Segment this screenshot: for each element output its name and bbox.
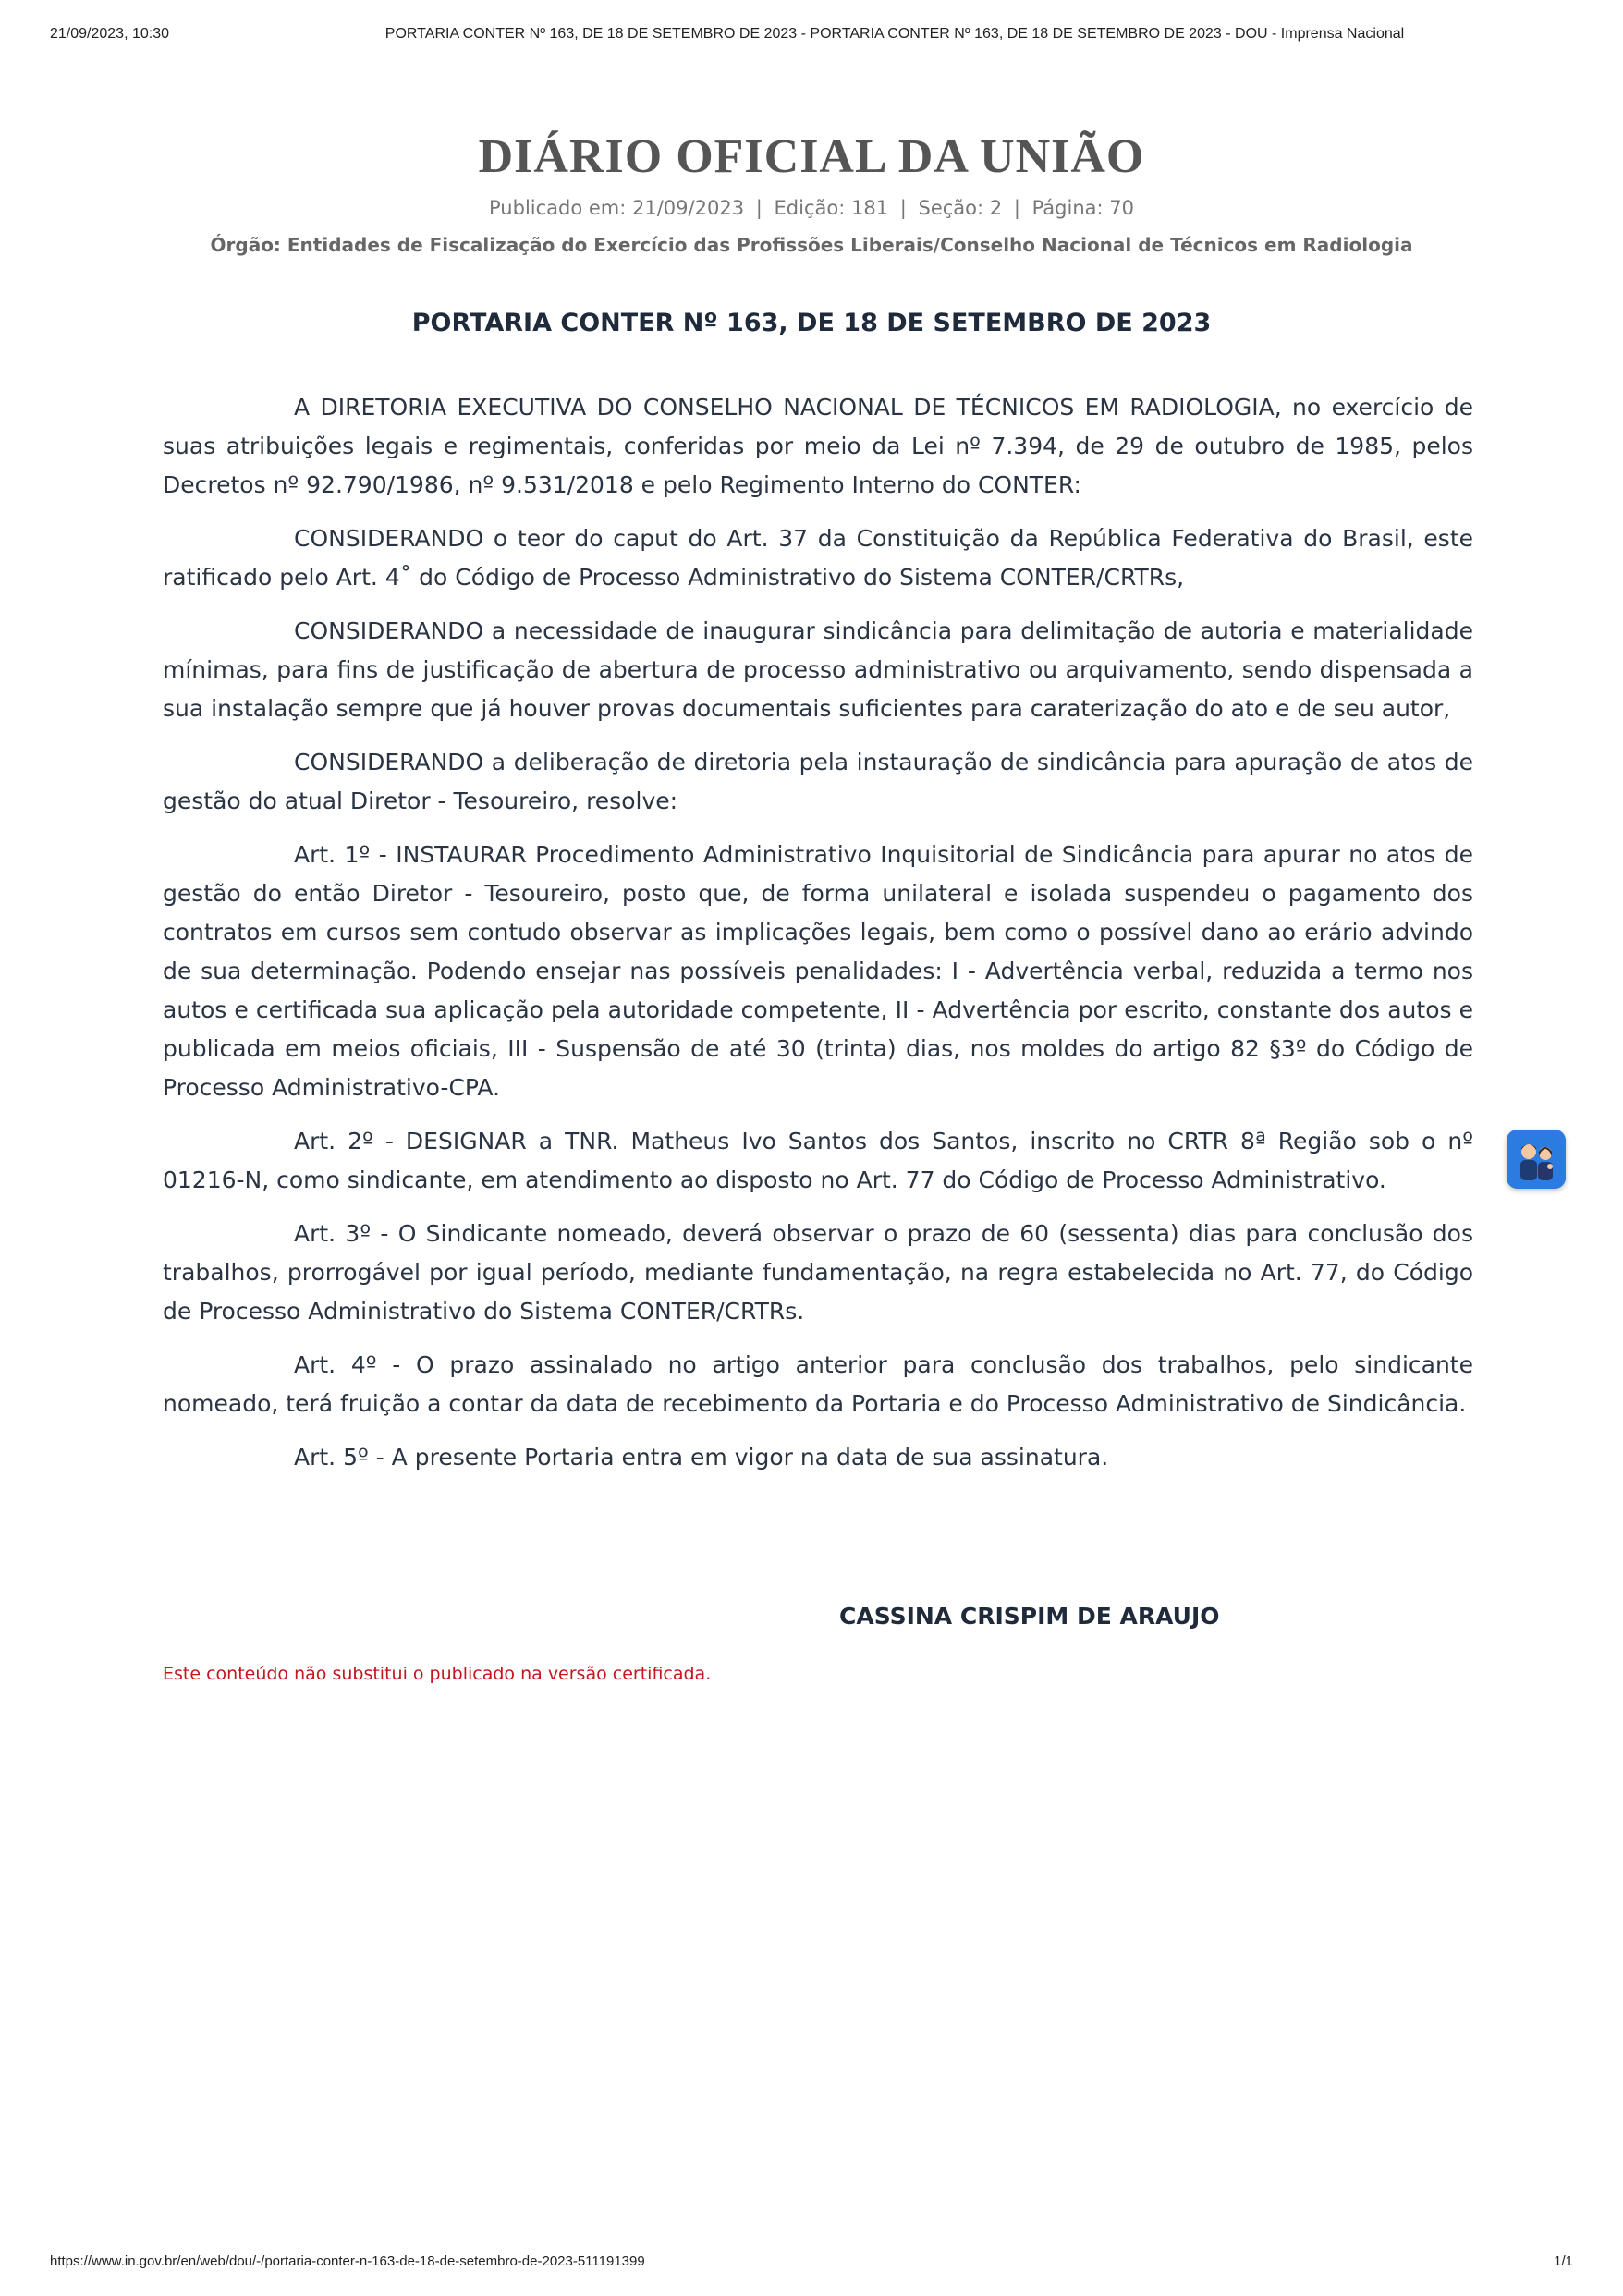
edition: Edição: 181 [774, 197, 889, 219]
orgao: Órgão: Entidades de Fiscalização do Exercício das Profissões Liberais/Conselho Nacional de Técnicos em Radiologia [210, 234, 1413, 256]
print-header [50, 26, 1573, 46]
article: Art. 3º - O Sindicante nomeado, deverá observar o prazo de 60 (sessenta) dias para conclusão dos trabalhos, prorrogável por igual período, mediante fundamentação, na regra estabelecida no Art. 77, do Código de Processo Administrativo do Sistema CONTER/CRTRs. [163, 1220, 1473, 1325]
signature: CASSINA CRISPIM DE ARAUJO [839, 1603, 1220, 1630]
masthead [0, 129, 1623, 259]
accessibility-widget-button[interactable] [1507, 1130, 1566, 1189]
accessibility-avatar-icon [1507, 1130, 1566, 1189]
meta-separator: | [755, 197, 763, 219]
article: Art. 1º - INSTAURAR Procedimento Administrativo Inquisitorial de Sindicância para apurar no atos de gestão do então Diretor - Tesoureiro, posto que, de forma unilateral e isolada suspendeu o pagamento dos contratos em cursos sem contudo observar as implicações legais, bem como o possível dano ao erário advindo de sua determinação. Podendo ensejar nas possíveis penalidades: I - Advertência verbal, reduzida a termo nos autos e certificada sua aplicação pela autoridade competente, II - Advertência por escrito, constante dos autos e publicada em meios oficiais, III - Suspensão de até 30 (trinta) dias, nos moldes do artigo 82 §3º do Código de Processo Administrativo-CPA. [163, 841, 1473, 1101]
meta-separator: | [899, 197, 907, 219]
print-datetime: 21/09/2023, 10:30 [50, 26, 170, 42]
article: Art. 2º - DESIGNAR a TNR. Matheus Ivo Santos dos Santos, inscrito no CRTR 8ª Região sob o nº 01216-N, como sindicante, em atendimento ao disposto no Art. 77 do Código de Processo Administrativo. [163, 1128, 1473, 1193]
document-body [163, 388, 1473, 1492]
paragraph: A DIRETORIA EXECUTIVA DO CONSELHO NACIONAL DE TÉCNICOS EM RADIOLOGIA, no exercício de suas atribuições legais e regimentais, conferidas por meio da Lei nº 7.394, de 29 de outubro de 1985, pelos Decretos nº 92.790/1986, nº 9.531/2018 e pelo Regimento Interno do CONTER: [163, 394, 1473, 498]
publication-meta [0, 194, 1623, 222]
page-count: 1/1 [1554, 2253, 1573, 2269]
paragraph: CONSIDERANDO a deliberação de diretoria pela instauração de sindicância para apuração de atos de gestão do atual Diretor - Tesoureiro, resolve: [163, 749, 1473, 814]
document-title: PORTARIA CONTER Nº 163, DE 18 DE SETEMBRO DE 2023 [411, 309, 1212, 337]
meta-separator: | [1013, 197, 1020, 219]
paragraph: CONSIDERANDO o teor do caput do Art. 37 da Constituição da República Federativa do Brasil, este ratificado pelo Art. 4˚ do Código de Processo Administrativo do Sistema CONTER/CRTRs, [163, 525, 1473, 591]
article: Art. 5º - A presente Portaria entra em vigor na data de sua assinatura. [294, 1444, 1109, 1471]
article: Art. 4º - O prazo assinalado no artigo anterior para conclusão dos trabalhos, pelo sindicante nomeado, terá fruição a contar da data de recebimento da Portaria e do Processo Administrativo de Sindicância. [163, 1351, 1473, 1417]
published-date: Publicado em: 21/09/2023 [489, 197, 745, 219]
print-page-title: PORTARIA CONTER Nº 163, DE 18 DE SETEMBRO DE 2023 - PORTARIA CONTER Nº 163, DE 18 DE SETEMBRO DE 2023 - DOU - Imprensa Nacional [384, 26, 1405, 42]
masthead-title: DIÁRIO OFICIAL DA UNIÃO [478, 130, 1145, 183]
page-number: Página: 70 [1031, 197, 1134, 219]
page-url: https://www.in.gov.br/en/web/dou/-/portaria-conter-n-163-de-18-de-setembro-de-2023-511191399 [50, 2253, 645, 2269]
section: Seção: 2 [918, 197, 1003, 219]
disclaimer: Este conteúdo não substitui o publicado na versão certificada. [163, 1664, 712, 1684]
print-footer [50, 2253, 1573, 2274]
paragraph: CONSIDERANDO a necessidade de inaugurar sindicância para delimitação de autoria e materialidade mínimas, para fins de justificação de abertura de processo administrativo ou arquivamento, sendo dispensada a sua instalação sempre que já houver provas documentais suficientes para caraterização do ato e de seu autor, [163, 617, 1473, 722]
